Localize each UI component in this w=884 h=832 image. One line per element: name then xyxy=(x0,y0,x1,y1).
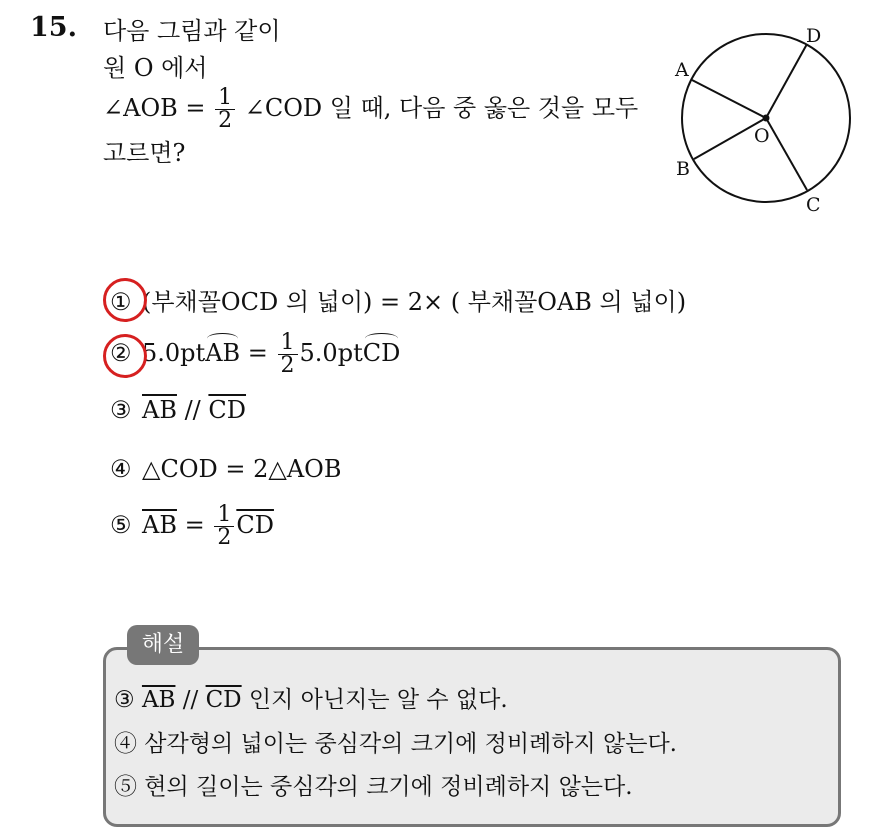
explanation-line-2: ④ 삼각형의 넓이는 중심각의 크기에 정비례하지 않는다. xyxy=(114,731,677,757)
arc-ab xyxy=(205,339,240,367)
choice-2-fraction xyxy=(278,332,298,377)
segment-ab: $\overline{AB}$ xyxy=(141,687,176,713)
choice-3-marker: ③ xyxy=(110,396,132,424)
radius-oa xyxy=(692,80,766,118)
choice-2[interactable] xyxy=(110,332,400,377)
choice-2-equals: = xyxy=(240,339,276,367)
center-point xyxy=(763,115,770,122)
choice-5-frac-num: 1 xyxy=(214,504,234,527)
segment-ab: $\overline{AB}$ xyxy=(142,396,177,424)
question-line-1: 다음 그림과 같이 xyxy=(103,17,281,45)
choice-1[interactable] xyxy=(110,282,686,317)
label-b: B xyxy=(676,158,690,180)
choice-4[interactable] xyxy=(110,455,341,483)
choice-5-equals: = xyxy=(176,511,213,539)
explanation-line-1 xyxy=(114,681,508,714)
choice-4-text: △COD = 2△AOB xyxy=(142,455,342,483)
choice-5-frac-den: 2 xyxy=(217,525,232,550)
angle-cod-text: ∠COD 일 때, 다음 중 옳은 것을 모두 xyxy=(244,94,639,122)
fraction-denominator: 2 xyxy=(218,108,233,133)
choice-5[interactable] xyxy=(110,504,274,549)
explanation-tag: 해설 xyxy=(127,625,199,665)
question-line-3 xyxy=(103,87,638,132)
fraction-half xyxy=(215,87,235,132)
question-line-2: 원 O 에서 xyxy=(103,54,208,82)
choice-2-frac-den: 2 xyxy=(280,353,295,378)
selected-mark-choice-2 xyxy=(103,334,147,378)
radius-oc xyxy=(766,118,807,190)
label-d: D xyxy=(806,25,822,47)
question-line-4: 고르면? xyxy=(103,139,186,167)
arc-cd xyxy=(363,339,401,367)
choice-4-marker: ④ xyxy=(110,455,132,483)
circle-figure xyxy=(660,18,860,218)
radius-od xyxy=(766,44,807,118)
choice-2-frac-num: 1 xyxy=(278,332,298,355)
arc-ab-label: AB xyxy=(205,339,241,367)
explanation-line-3: ⑤ 현의 길이는 중심각의 크기에 정비례하지 않는다. xyxy=(114,774,633,800)
parallel-symbol: // xyxy=(175,687,206,713)
choice-1-marker: ① xyxy=(110,288,132,316)
explanation-line-1-tail: 인지 아닌지는 알 수 없다. xyxy=(241,687,508,713)
segment-cd: $\overline{CD}$ xyxy=(205,687,242,713)
label-o: O xyxy=(754,125,770,147)
question-number: 15. xyxy=(30,12,77,43)
choice-5-fraction xyxy=(214,504,234,549)
segment-ab: $\overline{AB}$ xyxy=(142,511,177,539)
choice-5-marker: ⑤ xyxy=(110,511,132,539)
angle-aob-text: ∠AOB = xyxy=(103,94,206,122)
segment-cd: $\overline{CD}$ xyxy=(208,396,247,424)
arc-cd-label: CD xyxy=(362,339,401,367)
choice-2-pre2: 5.0pt xyxy=(299,339,363,367)
choice-1-text: (부채꼴OCD 의 넓이) = 2× ( 부채꼴OAB 의 넓이) xyxy=(142,288,687,316)
explanation-line-1-marker: ③ xyxy=(114,687,135,713)
fraction-numerator: 1 xyxy=(215,87,235,110)
selected-mark-choice-1 xyxy=(103,278,147,322)
choice-2-pre: 5.0pt xyxy=(142,339,206,367)
choice-3[interactable] xyxy=(110,396,246,424)
label-c: C xyxy=(806,194,821,216)
choice-2-marker: ② xyxy=(110,339,132,367)
segment-cd: $\overline{CD}$ xyxy=(236,511,274,539)
label-a: A xyxy=(675,59,689,81)
parallel-symbol: // xyxy=(176,396,209,424)
